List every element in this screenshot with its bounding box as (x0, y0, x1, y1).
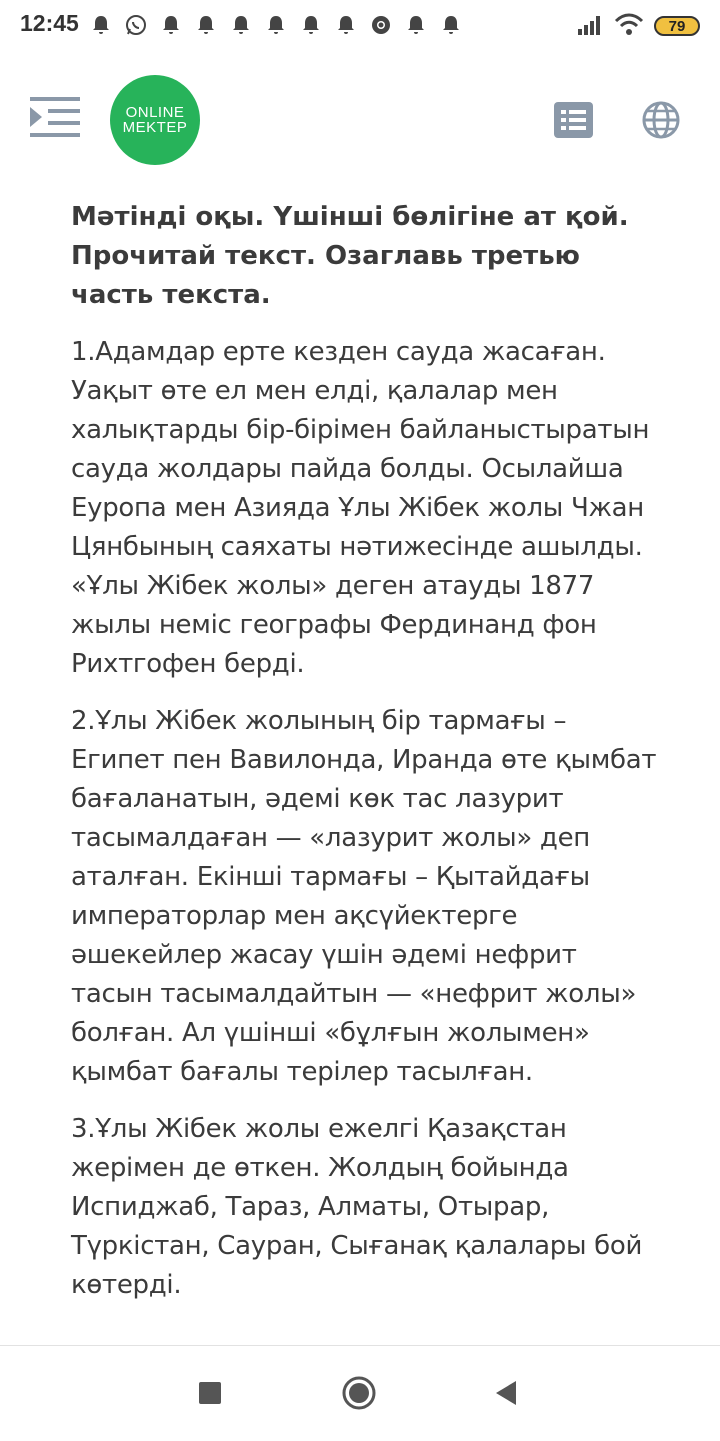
alarm-icon (333, 12, 359, 38)
battery-indicator: 79 (654, 16, 700, 36)
alarm-icon (263, 12, 289, 38)
notification-icons (88, 12, 464, 38)
task-title: Мәтінді оқы. Үшінші бөлігіне ат қой. Прочитай текст. Озаглавь третью часть текста. (71, 202, 629, 310)
alarm-icon (228, 12, 254, 38)
back-triangle-icon (494, 1379, 518, 1407)
logo-line1: ONLINE (125, 104, 185, 121)
onlinemektep-logo[interactable] (110, 75, 200, 165)
status-bar (0, 0, 720, 52)
signal-icon (576, 13, 604, 39)
android-nav-bar (0, 1345, 720, 1441)
alarm-icon (193, 12, 219, 38)
wifi-icon (614, 12, 644, 40)
paragraph-3: 3.Ұлы Жібек жолы ежелгі Қазақстан жерімен де өткен. Жолдың бойында Испиджаб, Тараз, Алматы, Отырар, Түркістан, Сауран, Сығанақ қалалары бой көтерді. (71, 1114, 643, 1300)
paragraph-1: 1.Адамдар ерте кезден сауда жасаған. Уақыт өте ел мен елді, қалалар мен халықтарды бір-бірімен байланыстыратын сауда жолдары пайда болды. Осылайша Еуропа мен Азияда Ұлы Жібек жолы Чжан Цянбының саяхаты нәтижесінде ашылды. «Ұлы Жібек жолы» деген атауды 1877 жылы неміс географы Фердинанд фон Рихтгофен берді. (71, 337, 650, 679)
recent-apps-button[interactable] (199, 1382, 221, 1404)
list-icon (554, 102, 593, 138)
whatsapp-icon (123, 12, 149, 38)
menu-indent-icon (30, 95, 80, 145)
reading-content (71, 198, 661, 1323)
alarm-icon (298, 12, 324, 38)
language-button[interactable] (641, 100, 681, 140)
home-button[interactable] (342, 1376, 376, 1410)
app-header (0, 60, 720, 190)
logo-line2: MEKTEP (122, 119, 188, 136)
menu-button[interactable] (30, 95, 80, 145)
paragraph-2: 2.Ұлы Жібек жолының бір тармағы – Египет пен Вавилонда, Иранда өте қымбат бағаланатын, әдемі көк тас лазурит тасымалдаған — «лазурит жолы» деп аталған. Екінші тармағы – Қытайдағы императорлар мен ақсүйектерге әшекейлер жасау үшін әдемі нефрит тасын тасымалдайтын — «нефрит жолы» болған. Ал үшінші «бұлғын жолымен» қымбат бағалы терілер тасылған. (71, 706, 657, 1087)
system-icons (576, 12, 700, 40)
alarm-icon (88, 12, 114, 38)
alarm-icon (438, 12, 464, 38)
alarm-icon (403, 12, 429, 38)
chrome-icon (368, 12, 394, 38)
home-circle-icon (342, 1376, 376, 1410)
list-button[interactable] (554, 102, 593, 138)
back-button[interactable] (494, 1379, 518, 1407)
alarm-icon (158, 12, 184, 38)
status-time: 12:45 (20, 10, 79, 36)
globe-icon (641, 100, 681, 140)
